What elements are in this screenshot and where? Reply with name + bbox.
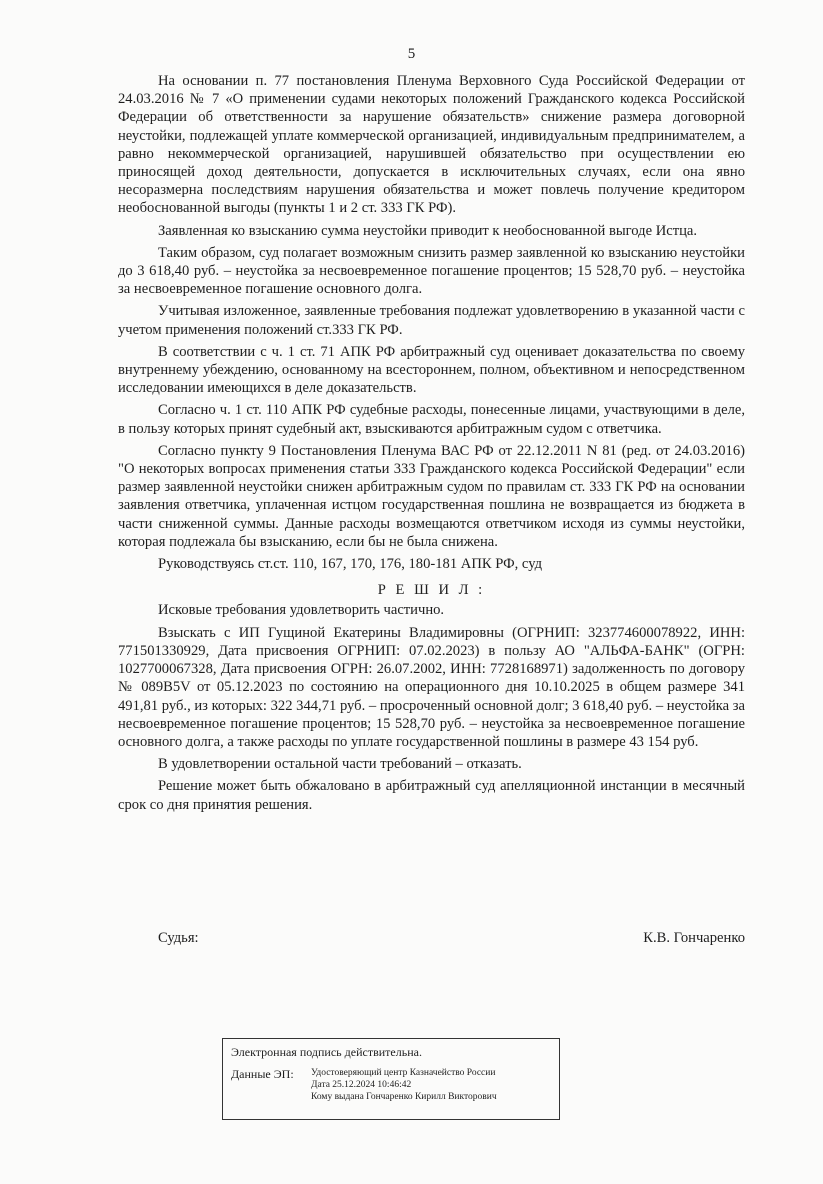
esig-data-row (231, 1067, 551, 1103)
esig-valid-text: Электронная подпись действительна. (231, 1045, 422, 1059)
paragraph: Заявленная ко взысканию сумма неустойки приводит к необоснованной выгоде Истца. (158, 222, 698, 239)
decision-paragraph: В удовлетворении остальной части требований – отказать. (158, 756, 522, 773)
signature-row (158, 930, 745, 947)
paragraph: Согласно ч. 1 ст. 110 АПК РФ судебные расходы, понесенные лицами, участвующими в деле, в пользу которых принят судебный акт, взыскиваются арбитражным судом с ответчика. (118, 402, 745, 437)
decision-heading: Р Е Ш И Л : (377, 582, 486, 599)
judge-name: К.В. Гончаренко (643, 930, 745, 946)
page-number: 5 (407, 46, 416, 62)
decision-paragraph: Исковые требования удовлетворить частично. (158, 602, 445, 619)
paragraph: В соответствии с ч. 1 ст. 71 АПК РФ арбитражный суд оценивает доказательства по своему внутреннему убеждению, основанному на всестороннем, полном, объективном и непосредственном исследовании имеющихся в деле доказательств. (118, 343, 745, 397)
judge-label: Судья: (158, 930, 199, 946)
paragraph: Таким образом, суд полагает возможным снизить размер заявленной ко взысканию неустойки до 3 618,40 руб. – неустойка за несвоевременное погашение процентов; 15 528,70 руб. – неустойка за несвоевременное погашение основного долга. (118, 244, 745, 298)
esig-owner: Кому выдана Гончаренко Кирилл Викторович (311, 1092, 497, 1102)
paragraph: На основании п. 77 постановления Пленума Верховного Суда Российской Федерации от 24.03.2016 № 7 «О применении судами некоторых положений Гражданского кодекса Российской Федерации об ответственности за нарушение обязательств» снижение размера договорной неустойки, подлежащей уплате коммерческой организацией, индивидуальным предпринимателем, а равно некоммерческой организацией, нарушившей обязательство при осуществлении ею приносящей доход деятельности, допускается в исключительных случаях, если она явно несоразмерна последствиям нарушения обязательства и может повлечь получение кредитором необоснованной выгоды (пункты 1 и 2 ст. 333 ГК РФ). (118, 73, 745, 217)
document-body (118, 72, 745, 818)
esig-data-values (311, 1067, 497, 1103)
esig-date: Дата 25.12.2024 10:46:42 (311, 1080, 412, 1090)
esig-data-label: Данные ЭП: (231, 1067, 294, 1081)
decision-paragraph: Взыскать с ИП Гущиной Екатерины Владимировны (ОГРНИП: 323774600078922, ИНН: 771501330929, Дата присвоения ОГРНИП: 07.02.2023) в пользу АО "АЛЬФА-БАНК" (ОГРН: 1027700067328, Дата присвоения ОГРН: 26.07.2002, ИНН: 7728168971) задолженность по договору № 089B5V от 05.12.2023 по состоянию на операционного дня 10.10.2025 в общем размере 341 491,81 руб., из которых: 322 344,71 руб. – просроченный основной долг; 3 618,40 руб. – неустойка за несвоевременное погашение процентов; 15 528,70 руб. – неустойка за несвоевременное погашение основного долга, а также расходы по уплате государственной пошлины в размере 43 154 руб. (118, 624, 746, 750)
decision-paragraph: Решение может быть обжаловано в арбитражный суд апелляционной инстанции в месячный срок со дня принятия решения. (118, 778, 745, 813)
electronic-signature-stamp (222, 1038, 560, 1120)
esig-issuer: Удостоверяющий центр Казначейство России (311, 1068, 496, 1078)
paragraph: Учитывая изложенное, заявленные требования подлежат удовлетворению в указанной части с учетом применения положений ст.333 ГК РФ. (118, 303, 745, 338)
paragraph: Руководствуясь ст.ст. 110, 167, 170, 176, 180-181 АПК РФ, суд (158, 556, 543, 573)
paragraph: Согласно пункту 9 Постановления Пленума ВАС РФ от 22.12.2011 N 81 (ред. от 24.03.2016) "О некоторых вопросах применения статьи 333 Гражданского кодекса Российской Федерации" если размер заявленной неустойки снижен арбитражным судом по правилам ст. 333 ГК РФ на основании заявления ответчика, уплаченная истцом государственная пошлина не возвращается из бюджета в части сниженной суммы. Данные расходы возмещаются ответчиком исходя из суммы неустойки, которая подлежала бы взысканию, если бы не была снижена. (118, 442, 745, 550)
